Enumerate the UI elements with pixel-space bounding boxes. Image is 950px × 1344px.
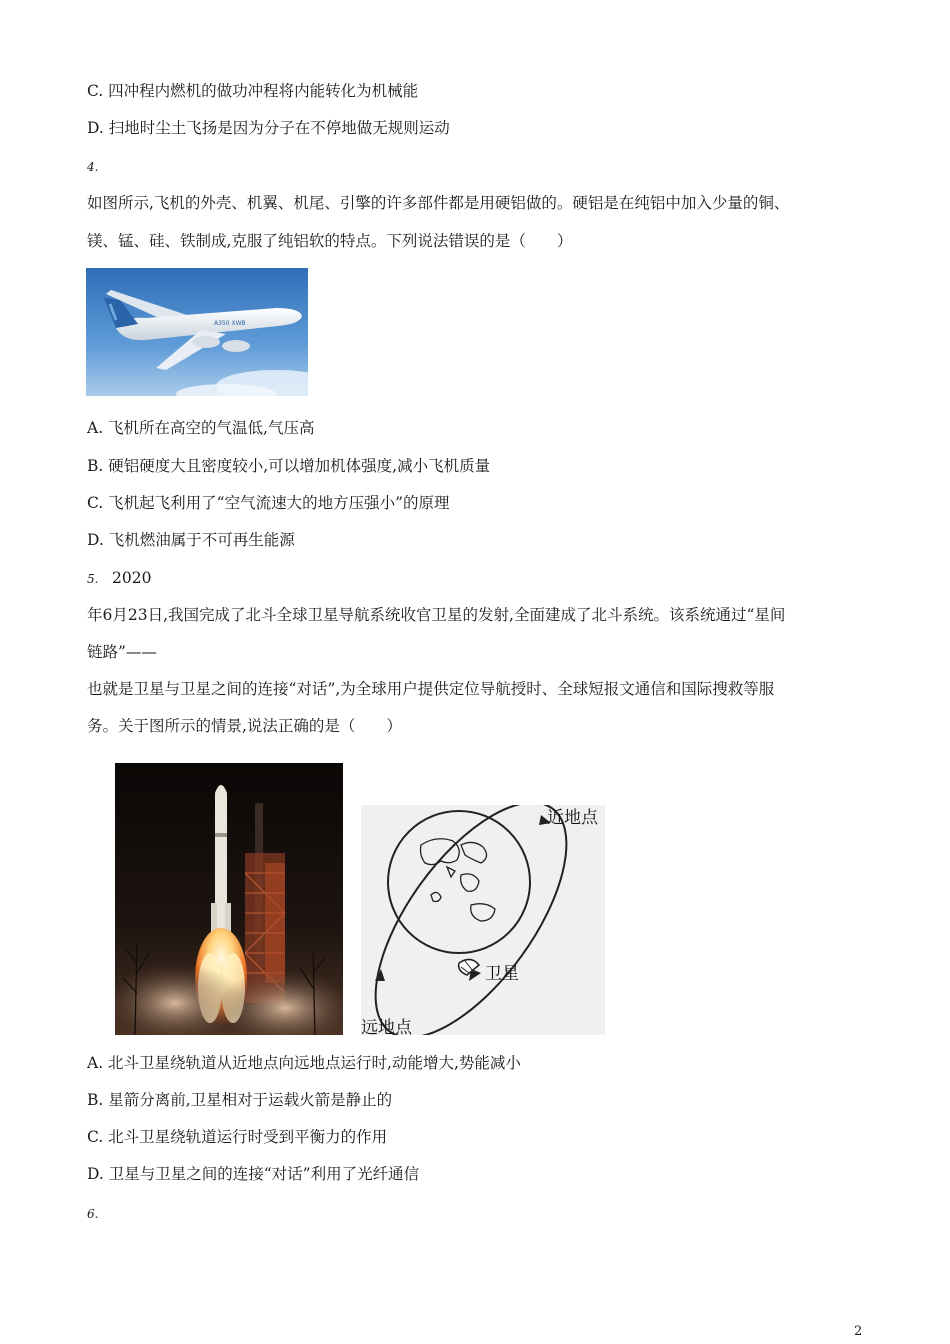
q4-option-a: A. 飞机所在高空的气温低,气压高	[87, 419, 315, 437]
q5-stem-line2: 链路”——	[87, 643, 157, 661]
q4-option-d: D. 飞机燃油属于不可再生能源	[87, 531, 295, 549]
q5-option-c: C. 北斗卫星绕轨道运行时受到平衡力的作用	[87, 1128, 388, 1146]
perigee-label: 近地点	[547, 808, 598, 828]
q5-stem-line4: 务。关于图所示的情景,说法正确的是（ ）	[87, 717, 402, 735]
airplane-photo	[86, 268, 308, 396]
q4-number: 4.	[87, 160, 99, 174]
q4-stem-line2: 镁、锰、硅、铁制成,克服了纯铝软的特点。下列说法错误的是（ ）	[87, 232, 573, 250]
orbit-ellipse	[361, 805, 602, 1035]
apogee-label: 远地点	[361, 1018, 412, 1035]
q5-stem-line3: 也就是卫星与卫星之间的连接“对话”,为全球用户提供定位导航授时、全球短报文通信和国际搜救等服	[87, 680, 775, 698]
q5-year: 2020	[112, 569, 152, 587]
page-number: 2	[854, 1324, 863, 1339]
q5-option-b: B. 星箭分离前,卫星相对于运载火箭是静止的	[87, 1091, 393, 1109]
earth-circle	[388, 811, 530, 953]
q5-number: 5.	[87, 572, 99, 586]
q5-stem-line1: 年6月23日,我国完成了北斗全球卫星导航系统收官卫星的发射,全面建成了北斗系统。该系统通过“星间	[87, 606, 786, 624]
orbit-arrow-icon	[375, 969, 385, 981]
q5-option-a: A. 北斗卫星绕轨道从近地点向远地点运行时,动能增大,势能减小	[87, 1054, 521, 1072]
q6-number: 6.	[87, 1207, 99, 1221]
q3-option-c: C. 四冲程内燃机的做功冲程将内能转化为机械能	[87, 82, 419, 100]
plane-livery-text: A350 XWB	[214, 320, 246, 327]
q5-option-d: D. 卫星与卫星之间的连接“对话”利用了光纤通信	[87, 1165, 420, 1183]
rocket-launch-photo	[115, 763, 343, 1035]
orbit-diagram	[361, 805, 605, 1035]
satellite-label: 卫星	[485, 964, 519, 984]
q4-stem-line1: 如图所示,飞机的外壳、机翼、机尾、引擎的许多部件都是用硬铝做的。硬铝是在纯铝中加入少量的铜、	[87, 194, 790, 212]
q3-option-d: D. 扫地时尘土飞扬是因为分子在不停地做无规则运动	[87, 119, 450, 137]
q4-option-b: B. 硬铝硬度大且密度较小,可以增加机体强度,减小飞机质量	[87, 457, 491, 475]
q4-option-c: C. 飞机起飞利用了“空气流速大的地方压强小”的原理	[87, 494, 450, 512]
